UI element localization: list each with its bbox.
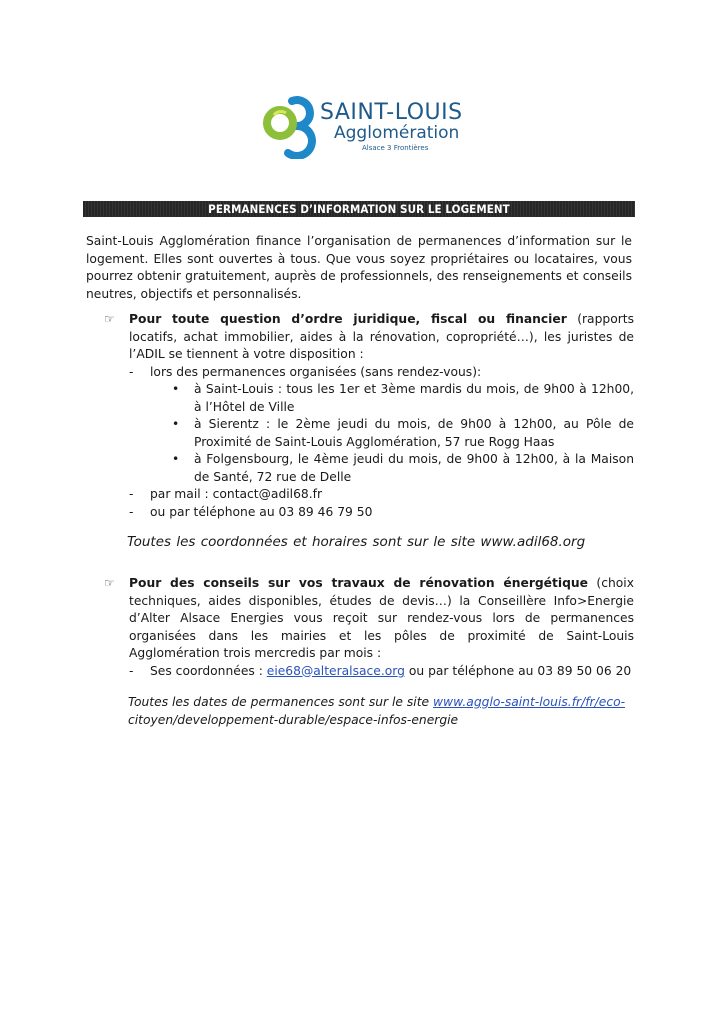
energy-advice-lead-rest: (choix techniques, aides disponibles, études de devis…) la Conseillère Info>Energie d’Alter Alsace Energies vous reçoit sur rendez-vous lors de permanences organisées dans les mairies et les pôles de proximité de Saint-Louis Agglomération trois mercredis par mois : bbox=[129, 576, 634, 660]
location-folgensbourg: à Folgensbourg, le 4ème jeudi du mois, de 9h00 à 12h00, à la Maison de Santé, 72 rue de Delle bbox=[194, 452, 634, 484]
energy-note-prefix: Toutes les dates de permanences sont sur le site bbox=[128, 695, 433, 709]
dash-marker: - bbox=[129, 487, 134, 501]
energy-advice-section bbox=[104, 575, 634, 680]
section-banner: PERMANENCES D’INFORMATION SUR LE LOGEMENT bbox=[83, 201, 635, 217]
list-item bbox=[172, 451, 634, 486]
list-item bbox=[172, 416, 634, 451]
site-note-text: Toutes les coordonnées et horaires sont sur le site bbox=[127, 534, 476, 550]
dash-marker: - bbox=[129, 504, 134, 519]
legal-advice-lead-rest: (rapports locatifs, achat immobilier, aides à la rénovation, copropriété…), les juristes de l’ADIL se tiennent à votre disposition : bbox=[129, 312, 635, 361]
legal-advice-lead-bold: Pour toute question d’ordre juridique, fiscal ou financier bbox=[129, 312, 567, 326]
logo-mark-icon bbox=[262, 93, 318, 159]
energy-phone: ou par téléphone au 03 89 50 06 20 bbox=[404, 663, 632, 678]
dash-marker: - bbox=[129, 663, 134, 678]
permanences-intro: lors des permanences organisées (sans rendez-vous): bbox=[150, 364, 482, 379]
email-link[interactable]: eie68@alteralsace.org bbox=[266, 663, 405, 678]
location-saint-louis: à Saint-Louis : tous les 1er et 3ème mardis du mois, de 9h00 à 12h00, à l’Hôtel de Ville bbox=[194, 382, 634, 414]
bullet-icon: • bbox=[172, 452, 180, 466]
energy-advice-lead-bold: Pour des conseils sur vos travaux de rénovation énergétique bbox=[129, 576, 589, 590]
legal-advice-section bbox=[104, 311, 634, 551]
pointing-hand-icon: ☞ bbox=[104, 576, 115, 590]
bullet-icon: • bbox=[172, 382, 180, 396]
contact-phone: ou par téléphone au 03 89 46 79 50 bbox=[150, 504, 373, 519]
list-item bbox=[129, 364, 634, 382]
pointing-hand-icon: ☞ bbox=[104, 312, 115, 326]
logo-title: SAINT-LOUIS bbox=[320, 100, 463, 125]
logo-subtitle: Agglomération bbox=[334, 123, 460, 143]
energy-site-link-rest[interactable]: citoyen/developpement-durable/espace-infos-energie bbox=[128, 712, 459, 727]
site-link[interactable]: www.adil68.org bbox=[480, 534, 586, 550]
energy-advice-lead bbox=[129, 575, 634, 663]
saint-louis-logo bbox=[262, 93, 472, 159]
location-sierentz: à Sierentz : le 2ème jeudi du mois, de 9h00 à 12h00, au Pôle de Proximité de Saint-Louis Agglomération, 57 rue Rogg Haas bbox=[194, 417, 634, 449]
list-item bbox=[129, 504, 634, 522]
energy-site-link[interactable]: www.agglo-saint-louis.fr/fr/eco- bbox=[433, 695, 626, 709]
logo-tagline: Alsace 3 Frontières bbox=[362, 144, 429, 152]
coord-label: Ses coordonnées : bbox=[150, 663, 267, 678]
dash-marker: - bbox=[129, 364, 134, 379]
list-item bbox=[172, 381, 634, 416]
list-item bbox=[129, 486, 634, 504]
legal-advice-lead bbox=[129, 311, 634, 364]
list-item bbox=[129, 663, 634, 681]
contact-email: par mail : contact@adil68.fr bbox=[150, 487, 323, 501]
site-note bbox=[127, 533, 634, 551]
bullet-icon: • bbox=[172, 417, 180, 431]
energy-site-note bbox=[128, 694, 638, 729]
intro-paragraph: Saint-Louis Agglomération finance l’organisation de permanences d’information sur le logement. Elles sont ouvertes à tous. Que vous soyez propriétaires ou locataires, vous pourrez obtenir gratuitement, auprès de professionnels, des renseignements et conseils neutres, objectifs et personnalisés. bbox=[86, 234, 632, 301]
